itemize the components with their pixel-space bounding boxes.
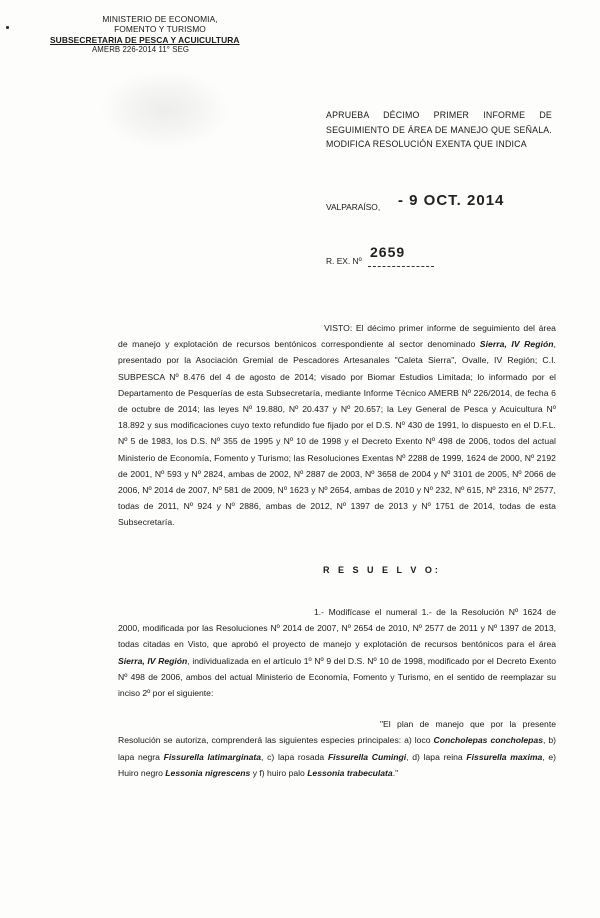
point1-lead: 1.- Modifícase el numeral 1.- de la Resolución Nº (314, 607, 519, 617)
species-3: Fissurella Cumingi (327, 751, 407, 762)
city-label: VALPARAÍSO, (326, 202, 381, 212)
quote-text-3: , c) lapa rosada (261, 751, 325, 762)
species-4: Fissurella maxima (466, 751, 543, 762)
title-line-1: APRUEBA DÉCIMO PRIMER INFORME DE (326, 110, 552, 120)
rex-number: 2659 (370, 244, 406, 260)
quote-end: ." (392, 768, 399, 779)
species-1: Concholepas concholepas (433, 735, 543, 746)
amerb-reference: AMERB 226-2014 11° SEG (92, 45, 190, 55)
date-stamp: - 9 OCT. 2014 (398, 192, 505, 209)
quote-text-2: , b) lapa negra (118, 735, 556, 762)
ministry-name-2: FOMENTO Y TURISMO (114, 24, 206, 35)
rex-label: R. EX. Nº (326, 256, 362, 266)
species-5: Lessonia nigrescens (165, 768, 251, 779)
resuelvo-heading: R E S U E L V O: (323, 565, 441, 575)
ministry-name: MINISTERIO DE ECONOMIA, (102, 14, 218, 24)
species-6: Lessonia trabeculata (307, 768, 393, 779)
quote-text-4: , d) lapa reina (406, 751, 463, 762)
quote-lead: "El plan de manejo que por la presente (380, 719, 556, 729)
date-line (326, 192, 556, 216)
species-2: Fissurella latimarginata (163, 751, 261, 762)
resolution-number-line (326, 244, 526, 270)
visto-text-2: , presentado por la Asociación Gremial de Pescadores Artesanales "Caleta Sierra", Ovalle, IV Región; C.I. SUBPESCA Nº 8.476 del 4 de agosto de 2014; visado por Biomar Estudios Limitada; lo informado por el Departamento de Pesquerías de esta Subsecretaría, mediante Informe Técnico AMERB Nº 226/2014, de fecha 6 de octubre de 2014; las leyes Nº 19.880, Nº 20.437 y Nº 20.657; la Ley General de Pesca y Acuicultura Nº 18.892 y sus modificaciones cuyo texto refundido fue fijado por el D.S. Nº 430 de 1991, lo dispuesto en el D.F.L. Nº 5 de 1983, los D.S. Nº 355 de 1995 y Nº 10 de 1998 y el Decreto Exento Nº 498 de 2006, todos del actual Ministerio de Economía, Fomento y Turismo; las Resoluciones Exentas Nº 2288 de 1999, 1624 de 2000, Nº 2192 de 2001, Nº 593 y Nº 2824, ambas de 2002, Nº 2887 de 2003, Nº 3658 de 2004 y Nº 3101 de 2005, Nº 2066 de 2006, Nº 2014 de 2007, Nº 581 de 2009, Nº 1623 y Nº 2654, ambas de 2010 y Nº 232, Nº 615, Nº 2316, Nº 2577, todas de 2011, Nº 924 y Nº 2886, ambas de 2012, Nº 1397 de 2013 y Nº 1751 de 2014, todas de esta Subsecretaría. (118, 339, 556, 528)
rex-underline (368, 266, 434, 267)
point1-area-name: Sierra, IV Región (118, 655, 188, 666)
faded-stamp (100, 70, 230, 150)
title-line-3: MODIFICA RESOLUCIÓN EXENTA QUE INDICA (326, 139, 527, 150)
point1-text-2: , individualizada en el artículo 1º Nº 9 del D.S. Nº 10 de 1998, modificado por el Decreto Exento Nº 498 de 2006, ambos del actual Ministerio de Economía, Fomento y Turismo, en el sentido de reemplazar su inciso 2º por el siguiente: (118, 655, 556, 699)
quoted-replacement-text (118, 716, 556, 782)
resolution-title (326, 108, 552, 152)
quote-text-6: y f) huiro palo (252, 768, 305, 779)
quote-text-1: Resolución se autoriza, comprenderá las siguientes especies principales: a) loco (118, 735, 431, 746)
visto-text-1: del área de manejo y explotación de recursos bentónicos correspondiente al sector denominado (118, 323, 556, 350)
subsecretaria-name: SUBSECRETARIA DE PESCA Y ACUICULTURA (50, 34, 240, 45)
resolution-point-1 (118, 604, 556, 701)
scan-mark (6, 26, 9, 29)
point1-text-1: 1624 de 2000, modificada por las Resoluciones Nº 2014 de 2007, Nº 2654 de 2010, Nº 2577 de 2011 y Nº 1397 de 2013, todas citadas en Visto, que aprobó el proyecto de manejo y explotación de recursos bentónicos para el área (118, 607, 556, 650)
ministry-header (50, 14, 260, 56)
visto-area-name: Sierra, IV Región (479, 339, 554, 350)
visto-lead: VISTO: El décimo primer informe de seguimiento (324, 323, 520, 333)
visto-paragraph (118, 320, 556, 531)
title-line-2: SEGUIMIENTO DE ÁREA DE MANEJO QUE SEÑALA. (326, 124, 552, 135)
quote-text-5: , e) Huiro negro (118, 751, 557, 779)
